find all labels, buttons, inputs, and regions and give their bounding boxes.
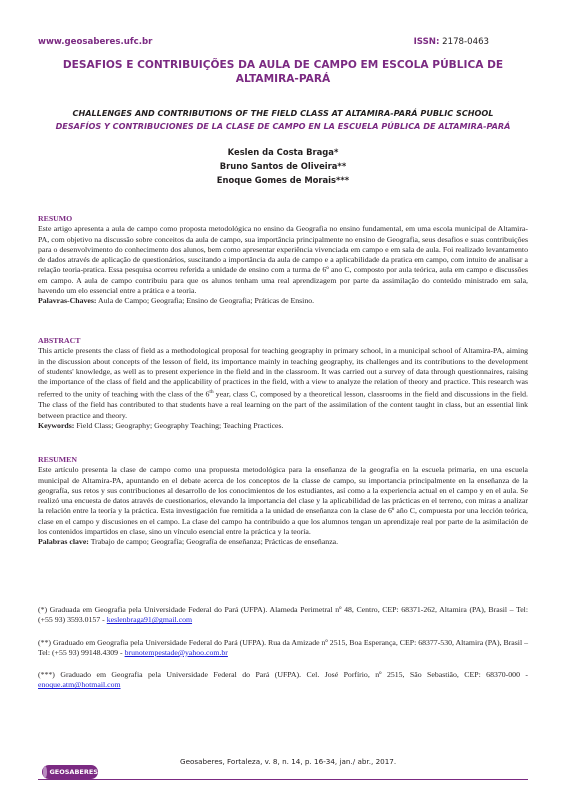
article-title: DESAFIOS E CONTRIBUIÇÕES DA AULA DE CAMPO EM ESCOLA PÚBLICA DE ALTAMIRA-PARÁ	[62, 59, 504, 85]
abstract-keywords	[38, 421, 528, 431]
abstract-body: This article presents the class of field as a methodological proposal for teaching geography in primary school, in a municipal school of Altamira-PA, aiming in the discussion about concepts of the lesson of field, its importance mainly in teaching geography, its challenges and its contributions to the development of students' knowledge, as well as to present experience in the field and in the classroom. It was carried out a survey of data through questionnaires, raising the importance of the class of field and the applicability of practices in the field, with a view to analyze the relation of theory and practice. This research was referred to the unity of teaching with the class of the 6th year, class C, composed by a theoretical lesson, classrooms in the field and discussions in the field. The class of the field has contributed to that students have a real learning on the part of the assimilation of the content taught in class, but an essential link between practice and theory.	[38, 346, 529, 420]
author-1: Keslen da Costa Braga*	[227, 147, 339, 157]
footnote-3: (***) Graduado em Geografia pela Universidade Federal do Pará (UFPA). Cel. José Porfírio, nº 2515, São Sebastião, CEP: 68370-000 - enoque.atm@hotmail.com	[38, 670, 528, 690]
author-2-email-link[interactable]: brunotempestade@yahoo.com.br	[124, 647, 228, 657]
resumen-body: Este artículo presenta la clase de campo como una propuesta metodológica para la enseñanza de la geografía en la escuela primaria, en una escuela municipal de Altamira-PA, apuntando en el debate acerca de los conceptos de la classe de campo, su importancia principalmente en la enseñanza de la geografía, sus retos y sus contribuciones al desarrollo de los conocimientos de los estudiantes, así como a la experiencia actual en el campo y en el aula. Se realizó una encuesta de datos através de cuestionarios, elevando la importancia del clase y la aplicabilidad de las prácticas en el terreno, con miras a analizar la relación entre la teoría y la práctica. Esta investigación fue remitida a la unidad de enseñanza con la clase de 6º año C, compuesta por una lección teórica, clase en el campo y discusiones en el campo. La clase del campo ha contribuido a que los alumnos tengan un aprendizaje real por parte de la asimilación de los contenidos impartidos en clase, sino un vínculo esencial entre la práctica y la teoría.	[38, 465, 528, 537]
logo-text: GEOSABERES	[49, 768, 98, 776]
journal-citation: Geosaberes, Fortaleza, v. 8, n. 14, p. 16-34, jan./ abr., 2017.	[180, 757, 397, 766]
footnote-2: (**) Graduado em Geografia pela Universidade Federal do Pará (UFPA). Rua da Amizade nº 2515, Boa Esperança, CEP: 68377-530, Altamira (PA), Brasil – Tel: (+55 93) 99148.4309 - brunotempestade@yahoo.com.br	[38, 637, 528, 657]
resumo-section	[38, 214, 528, 307]
journal-website[interactable]: www.geosaberes.ufc.br	[38, 37, 153, 47]
issn	[414, 37, 489, 47]
author-1-email-link[interactable]: keslenbraga91@gmail.com	[106, 615, 193, 625]
abstract-keywords-label: Keywords:	[38, 420, 75, 430]
title-english: CHALLENGES AND CONTRIBUTIONS OF THE FIELD CLASS AT ALTAMIRA-PARÁ PUBLIC SCHOOL	[72, 108, 494, 118]
author-2: Bruno Santos de Oliveira**	[219, 161, 347, 171]
abstract-heading: ABSTRACT	[38, 336, 81, 345]
abstract-section	[38, 336, 528, 431]
issn-value: 2178-0463	[442, 37, 489, 47]
author-3: Enoque Gomes de Morais***	[216, 175, 350, 185]
globe-icon	[43, 766, 47, 778]
resumo-keywords-text: Aula de Campo; Geografia; Ensino de Geografia; Práticas de Ensino.	[96, 296, 315, 306]
resumo-keywords	[38, 296, 528, 306]
resumen-keywords-text: Trabajo de campo; Geografía; Geografía de enseñanza; Prácticas de enseñanza.	[88, 537, 339, 547]
author-list	[40, 145, 526, 187]
abstract-keywords-text: Field Class; Geography; Geography Teaching; Teaching Practices.	[74, 420, 284, 430]
resumen-keywords	[38, 537, 528, 547]
resumen-heading: RESUMEN	[38, 455, 77, 464]
footnote-1: (*) Graduada em Geografia pela Universidade Federal do Pará (UFPA). Alameda Perimetral nº 48, Centro, CEP: 68371-262, Altamira (PA), Brasil – Tel: (+55 93) 3593.0157 - keslenbraga91@gmail.com	[38, 605, 528, 625]
resumen-keywords-label: Palabras clave:	[38, 537, 89, 547]
author-footnotes	[38, 605, 528, 703]
author-3-email-link[interactable]: enoque.atm@hotmail.com	[38, 680, 121, 690]
resumo-body: Este artigo apresenta a aula de campo como proposta metodológica no ensino da Geografia no ensino fundamental, em uma escola municipal de Altamira-PA, com objetivo na discussão sobre conceitos da aula de campo, sua importância principalmente no ensino de Geografia, seus desafios e suas contribuições para o desenvolvimento do conhecimento dos alunos, bem como apresentar experiência vivenciada em campo e em sala de aula. Foi realizado levantamento de dados através de aplicação de questionários, suscitando a importância da aula de campo e a aplicabilidade da pratica em campo, com intuito de analisar a relação teoria-pratica. Essa pesquisa ocorreu referida a unidade de ensino com a turma de 6º ano C, composto por aula teórica, aula em campo e discussões em campo. A aula de campo contribuiu para que os alunos tenham uma real aprendizagem por parte da assimilação do conteúdo ministrado em sala, havendo um elo essencial entre a prática e a teoria.	[38, 224, 528, 296]
resumen-section	[38, 455, 528, 548]
issn-label: ISSN:	[413, 37, 440, 47]
resumo-heading: RESUMO	[38, 214, 73, 223]
footer-divider	[38, 779, 528, 780]
resumo-keywords-label: Palavras-Chaves:	[38, 296, 97, 306]
title-spanish: DESAFÍOS Y CONTRIBUCIONES DE LA CLASE DE CAMPO EN LA ESCUELA PÚBLICA DE ALTAMIRA-PARÁ	[55, 121, 511, 131]
geosaberes-logo	[42, 765, 98, 779]
